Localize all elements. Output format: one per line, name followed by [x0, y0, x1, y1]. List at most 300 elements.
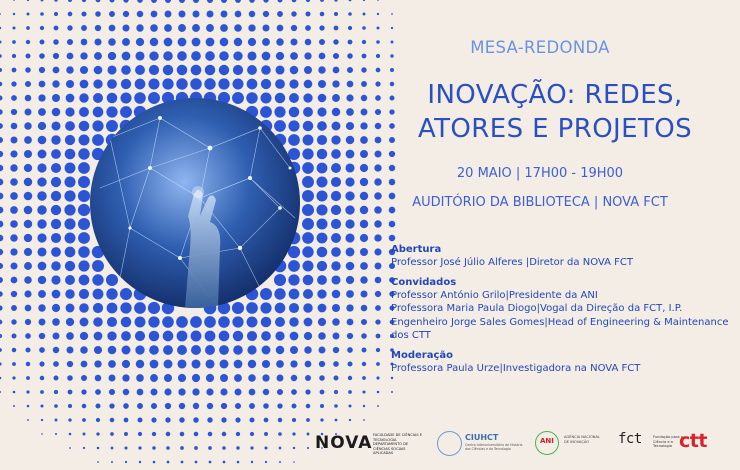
halftone-dot — [137, 403, 143, 409]
halftone-dot — [40, 390, 44, 394]
halftone-dot — [251, 461, 253, 463]
halftone-dot — [237, 461, 240, 464]
halftone-dot — [249, 0, 255, 3]
halftone-dot — [264, 418, 269, 423]
halftone-dot — [27, 0, 29, 1]
halftone-dot — [262, 38, 270, 46]
halftone-dot — [12, 26, 15, 29]
halftone-dot — [0, 68, 2, 72]
halftone-dot — [346, 248, 355, 257]
halftone-dot — [24, 262, 32, 270]
halftone-dot — [221, 0, 227, 3]
halftone-dot — [121, 79, 131, 89]
halftone-dot — [79, 107, 89, 117]
halftone-dot — [37, 163, 46, 172]
halftone-dot — [389, 151, 395, 157]
halftone-dot — [148, 316, 159, 327]
halftone-dot — [235, 389, 242, 396]
halftone-dot — [347, 67, 353, 73]
partner-logos — [315, 425, 735, 463]
halftone-dot — [375, 81, 380, 86]
halftone-dot — [247, 51, 256, 60]
halftone-dot — [290, 360, 297, 367]
halftone-dot — [346, 150, 355, 159]
halftone-dot — [0, 207, 3, 214]
halftone-dot — [278, 432, 282, 436]
halftone-dot — [0, 235, 3, 242]
halftone-dot — [122, 38, 130, 46]
ciuhct-logo: CIUHCT — [465, 433, 499, 442]
halftone-dot — [206, 374, 214, 382]
halftone-dot — [334, 390, 338, 394]
halftone-dot — [51, 219, 61, 229]
halftone-dot — [66, 318, 74, 326]
halftone-dot — [250, 446, 253, 449]
halftone-dot — [163, 331, 174, 342]
halftone-dot — [151, 11, 158, 18]
halftone-dot — [152, 446, 155, 449]
halftone-dot — [220, 360, 229, 369]
halftone-dot — [235, 403, 241, 409]
halftone-dot — [221, 403, 227, 409]
halftone-dot — [317, 107, 326, 116]
halftone-dot — [39, 53, 45, 59]
halftone-dot — [317, 289, 326, 298]
halftone-dot — [69, 447, 71, 449]
halftone-dot — [191, 51, 201, 61]
halftone-dot — [79, 93, 88, 102]
halftone-dot — [51, 205, 61, 215]
halftone-dot — [135, 79, 146, 90]
halftone-dot — [192, 10, 199, 17]
halftone-dot — [334, 12, 338, 16]
halftone-dot — [275, 331, 284, 340]
network-hand-photo — [90, 98, 300, 308]
halftone-dot — [82, 404, 87, 409]
halftone-dot — [149, 65, 159, 75]
halftone-dot — [205, 359, 214, 368]
halftone-dot — [180, 432, 185, 437]
halftone-dot — [124, 446, 127, 449]
program-list — [391, 243, 731, 375]
halftone-dot — [208, 432, 213, 437]
halftone-dot — [12, 362, 16, 366]
halftone-dot — [163, 51, 173, 61]
halftone-dot — [24, 206, 33, 215]
halftone-dot — [151, 417, 156, 422]
halftone-dot — [307, 447, 309, 449]
halftone-dot — [248, 38, 256, 46]
halftone-dot — [346, 262, 355, 271]
halftone-dot — [360, 122, 367, 129]
halftone-dot — [376, 40, 380, 44]
halftone-dot — [54, 12, 58, 16]
halftone-dot — [153, 461, 156, 464]
halftone-dot — [135, 317, 146, 328]
halftone-dot — [67, 347, 74, 354]
halftone-dot — [247, 331, 257, 341]
halftone-dot — [234, 38, 242, 46]
halftone-dot — [360, 136, 368, 144]
halftone-dot — [292, 432, 295, 435]
halftone-dot — [25, 347, 30, 352]
halftone-dot — [275, 65, 284, 74]
halftone-dot — [95, 11, 101, 17]
halftone-dot — [65, 247, 76, 258]
halftone-dot — [81, 389, 86, 394]
halftone-dot — [346, 108, 354, 116]
halftone-dot — [79, 303, 89, 313]
halftone-dot — [347, 53, 353, 59]
halftone-dot — [64, 190, 75, 201]
halftone-dot — [109, 403, 114, 408]
halftone-dot — [346, 290, 354, 298]
halftone-dot — [65, 261, 75, 271]
halftone-dot — [316, 204, 327, 215]
ani-logo: ANI — [540, 437, 554, 445]
halftone-dot — [0, 54, 2, 58]
halftone-dot — [78, 204, 90, 216]
halftone-dot — [361, 305, 368, 312]
halftone-dot — [193, 403, 199, 409]
halftone-dot — [390, 82, 394, 86]
halftone-dot — [277, 389, 283, 395]
halftone-dot — [13, 391, 16, 394]
halftone-dot — [331, 205, 341, 215]
halftone-dot — [179, 0, 185, 3]
halftone-dot — [302, 204, 314, 216]
halftone-dot — [11, 291, 17, 297]
halftone-dot — [94, 332, 103, 341]
halftone-dot — [222, 446, 226, 450]
halftone-dot — [275, 317, 285, 327]
halftone-dot — [123, 0, 128, 3]
halftone-dot — [107, 317, 117, 327]
halftone-dot — [248, 374, 256, 382]
halftone-dot — [148, 78, 159, 89]
halftone-dot — [389, 179, 396, 186]
halftone-dot — [122, 24, 129, 31]
halftone-dot — [121, 65, 131, 75]
halftone-dot — [377, 13, 379, 15]
halftone-dot — [263, 389, 269, 395]
halftone-dot — [176, 316, 188, 328]
halftone-dot — [10, 248, 17, 255]
halftone-dot — [263, 11, 269, 17]
halftone-dot — [375, 95, 381, 101]
event-title-line-1: INOVAÇÃO: REDES, — [427, 80, 683, 110]
halftone-dot — [363, 0, 365, 1]
halftone-dot — [51, 163, 61, 173]
halftone-dot — [360, 164, 368, 172]
halftone-dot — [362, 26, 366, 30]
section-heading-opening: Abertura — [391, 244, 442, 255]
halftone-dot — [317, 275, 327, 285]
halftone-dot — [79, 121, 90, 132]
halftone-dot — [391, 13, 393, 15]
halftone-dot — [334, 404, 338, 408]
halftone-dot — [80, 80, 89, 89]
halftone-dot — [150, 24, 158, 32]
halftone-dot — [289, 317, 298, 326]
halftone-dot — [317, 121, 327, 131]
halftone-dot — [94, 66, 103, 75]
halftone-dot — [39, 319, 46, 326]
halftone-dot — [109, 375, 116, 382]
halftone-dot — [12, 40, 16, 44]
halftone-dot — [191, 331, 202, 342]
halftone-dot — [261, 65, 271, 75]
halftone-dot — [0, 305, 3, 310]
halftone-dot — [376, 68, 381, 73]
halftone-dot — [0, 291, 3, 297]
halftone-dot — [26, 54, 31, 59]
halftone-dot — [235, 417, 240, 422]
halftone-dot — [65, 275, 75, 285]
halftone-dot — [163, 345, 173, 355]
halftone-dot — [361, 95, 367, 101]
halftone-dot — [375, 319, 380, 324]
halftone-dot — [306, 404, 311, 409]
halftone-dot — [302, 162, 314, 174]
halftone-dot — [190, 78, 202, 90]
halftone-dot — [136, 360, 144, 368]
halftone-dot — [360, 220, 368, 228]
halftone-dot — [262, 374, 269, 381]
halftone-dot — [318, 66, 325, 73]
halftone-dot — [361, 67, 366, 72]
halftone-dot — [234, 374, 242, 382]
halftone-dot — [25, 319, 31, 325]
halftone-dot — [10, 150, 17, 157]
halftone-dot — [317, 163, 328, 174]
halftone-dot — [26, 40, 30, 44]
halftone-dot — [335, 419, 338, 422]
halftone-dot — [51, 121, 60, 130]
halftone-dot — [265, 461, 267, 463]
halftone-dot — [54, 0, 57, 2]
halftone-dot — [111, 447, 114, 450]
halftone-dot — [27, 419, 29, 421]
halftone-dot — [192, 374, 200, 382]
halftone-dot — [320, 12, 325, 17]
halftone-dot — [78, 190, 90, 202]
halftone-dot — [389, 221, 396, 228]
halftone-dot — [37, 205, 46, 214]
halftone-dot — [0, 334, 2, 338]
halftone-dot — [276, 346, 285, 355]
halftone-dot — [68, 0, 72, 2]
halftone-dot — [362, 54, 367, 59]
halftone-dot — [52, 290, 61, 299]
halftone-dot — [83, 447, 85, 449]
halftone-dot — [205, 331, 216, 342]
halftone-dot — [0, 109, 3, 114]
halftone-dot — [219, 331, 230, 342]
halftone-dot — [38, 150, 47, 159]
halftone-dot — [162, 316, 174, 328]
halftone-dot — [316, 218, 327, 229]
halftone-dot — [219, 51, 229, 61]
halftone-dot — [178, 24, 186, 32]
halftone-dot — [67, 53, 74, 60]
section-heading-guests: Convidados — [391, 276, 457, 288]
halftone-dot — [333, 333, 340, 340]
halftone-dot — [51, 275, 60, 284]
halftone-dot — [54, 404, 58, 408]
halftone-dot — [39, 361, 44, 366]
halftone-dot — [149, 345, 159, 355]
halftone-dot — [179, 11, 186, 18]
halftone-dot — [12, 376, 15, 379]
halftone-dot — [305, 25, 311, 31]
halftone-dot — [82, 0, 86, 2]
halftone-dot — [0, 348, 2, 352]
halftone-dot — [391, 27, 393, 29]
halftone-dot — [53, 67, 60, 74]
halftone-dot — [305, 361, 312, 368]
halftone-dot — [331, 135, 340, 144]
halftone-dot — [12, 334, 17, 339]
halftone-dot — [135, 331, 145, 341]
halftone-dot — [275, 79, 285, 89]
halftone-dot — [276, 360, 284, 368]
halftone-dot — [262, 24, 269, 31]
halftone-dot — [149, 51, 158, 60]
halftone-dot — [55, 433, 57, 435]
halftone-dot — [262, 52, 271, 61]
halftone-dot — [151, 403, 157, 409]
halftone-dot — [375, 109, 381, 115]
halftone-dot — [302, 148, 313, 159]
halftone-dot — [151, 0, 157, 3]
halftone-dot — [332, 80, 339, 87]
halftone-dot — [249, 417, 254, 422]
halftone-dot — [374, 178, 381, 185]
halftone-dot — [346, 136, 355, 145]
halftone-dot — [165, 0, 171, 3]
halftone-dot — [94, 346, 102, 354]
halftone-dot — [218, 78, 229, 89]
halftone-dot — [52, 108, 61, 117]
halftone-dot — [348, 390, 352, 394]
halftone-dot — [390, 54, 393, 57]
halftone-dot — [317, 261, 327, 271]
halftone-dot — [362, 390, 365, 393]
halftone-dot — [39, 333, 45, 339]
halftone-dot — [293, 447, 295, 449]
halftone-dot — [332, 108, 340, 116]
halftone-dot — [374, 206, 382, 214]
halftone-dot — [317, 233, 328, 244]
halftone-dot — [37, 191, 46, 200]
halftone-dot — [108, 52, 116, 60]
halftone-dot — [78, 232, 90, 244]
halftone-dot — [38, 276, 46, 284]
program-item: Professora Paula Urze|Investigadora na NOVA FCT — [391, 362, 641, 374]
halftone-dot — [12, 68, 17, 73]
halftone-dot — [375, 137, 382, 144]
halftone-dot — [78, 148, 89, 159]
halftone-dot — [236, 432, 240, 436]
halftone-dot — [164, 388, 171, 395]
halftone-dot — [331, 261, 340, 270]
program-item: Engenheiro Jorge Sales Gomes|Head of Engineering & Maintenance — [391, 316, 729, 328]
halftone-dot — [361, 81, 367, 87]
halftone-dot — [346, 304, 353, 311]
halftone-dot — [249, 389, 256, 396]
halftone-dot — [26, 362, 31, 367]
halftone-dot — [66, 304, 75, 313]
halftone-dot — [194, 446, 198, 450]
halftone-dot — [233, 65, 243, 75]
halftone-dot — [303, 107, 313, 117]
halftone-dot — [206, 388, 213, 395]
halftone-dot — [137, 417, 142, 422]
halftone-dot — [82, 418, 86, 422]
halftone-dot — [0, 137, 3, 143]
halftone-dot — [207, 403, 213, 409]
halftone-dot — [375, 291, 381, 297]
halftone-dot — [347, 361, 352, 366]
halftone-dot — [123, 11, 129, 17]
halftone-dot — [390, 96, 395, 101]
halftone-dot — [122, 52, 131, 61]
halftone-dot — [332, 94, 340, 102]
halftone-dot — [66, 66, 73, 73]
halftone-dot — [332, 290, 341, 299]
halftone-dot — [65, 163, 76, 174]
halftone-dot — [24, 220, 33, 229]
halftone-dot — [361, 109, 368, 116]
halftone-dot — [233, 345, 243, 355]
halftone-dot — [264, 432, 268, 436]
halftone-dot — [346, 276, 354, 284]
halftone-dot — [333, 361, 339, 367]
program-item: Professor António Grilo|Presidente da ANI — [391, 289, 598, 301]
halftone-dot — [67, 375, 73, 381]
halftone-dot — [261, 331, 271, 341]
halftone-dot — [302, 218, 314, 230]
halftone-dot — [318, 304, 327, 313]
halftone-dot — [97, 461, 99, 463]
halftone-dot — [331, 233, 341, 243]
halftone-dot — [247, 345, 256, 354]
halftone-dot — [51, 233, 61, 243]
halftone-dot — [166, 432, 171, 437]
halftone-dot — [333, 39, 338, 44]
halftone-dot — [205, 345, 215, 355]
halftone-dot — [177, 51, 187, 61]
event-title-line-2: ATORES E PROJETOS — [417, 114, 693, 144]
halftone-dot — [124, 432, 128, 436]
halftone-dot — [64, 204, 75, 215]
halftone-dot — [37, 219, 46, 228]
halftone-dot — [180, 446, 184, 450]
halftone-dot — [263, 403, 269, 409]
halftone-dot — [51, 149, 61, 159]
halftone-dot — [362, 40, 366, 44]
halftone-dot — [375, 305, 381, 311]
halftone-dot — [24, 234, 32, 242]
halftone-dot — [163, 65, 173, 75]
halftone-dot — [123, 403, 129, 409]
halftone-dot — [375, 277, 382, 284]
halftone-dot — [165, 417, 170, 422]
halftone-dot — [319, 25, 324, 30]
halftone-dot — [389, 165, 395, 171]
halftone-dot — [262, 360, 270, 368]
